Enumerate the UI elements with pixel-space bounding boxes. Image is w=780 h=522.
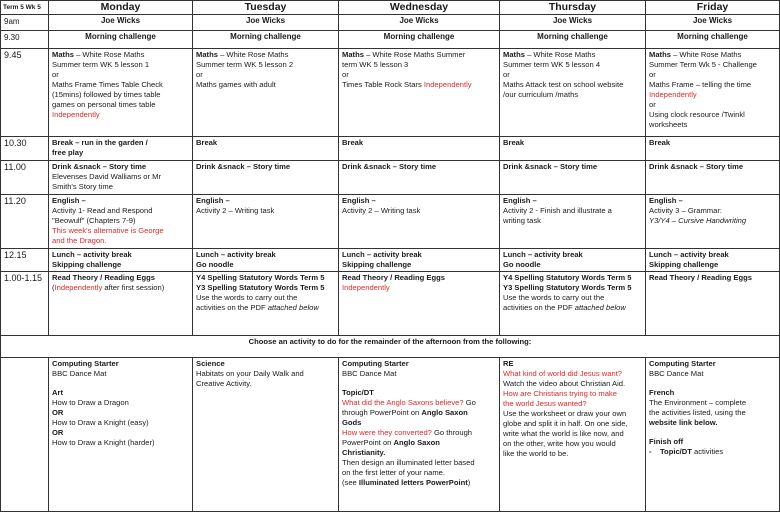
row-100 [1, 272, 780, 336]
row-1120 [1, 195, 780, 249]
day-monday: Monday [49, 1, 193, 15]
cell-tue-930: Morning challenge [193, 31, 339, 49]
cell-wed-930: Morning challenge [339, 31, 500, 49]
cell-wed-1100: Drink &snack – Story time [339, 161, 500, 195]
cell-wed-1030: Break [339, 137, 500, 161]
cell-mon-1215: Lunch – activity break Skipping challenge [49, 249, 193, 272]
time-cell: 10.30 [1, 137, 49, 161]
cell-tue-1215: Lunch – activity break Go noodle [193, 249, 339, 272]
time-cell: 9.45 [1, 49, 49, 137]
cell-mon-930: Morning challenge [49, 31, 193, 49]
cell-mon-afternoon: Computing Starter BBC Dance Mat Art How to Draw a Dragon OR How to Draw a Knight (easy) OR How to Draw a Knight (harder) [49, 358, 193, 512]
row-9am [1, 15, 780, 31]
row-945 [1, 49, 780, 137]
time-cell: 11.00 [1, 161, 49, 195]
cell-wed-1120: English – Activity 2 – Writing task [339, 195, 500, 249]
cell-wed-100: Read Theory / Reading Eggs Independently [339, 272, 500, 336]
cell-mon-945: Maths – White Rose Maths Summer term WK 5 lesson 1 or Maths Frame Times Table Check (15mins) followed by times table games on personal times table Independently [49, 49, 193, 137]
day-tuesday: Tuesday [193, 1, 339, 15]
cell-fri-930: Morning challenge [646, 31, 780, 49]
cell-thu-945: Maths – White Rose Maths Summer term WK 5 lesson 4 or Maths Attack test on school website /our curriculum /maths [500, 49, 646, 137]
cell-thu-100: Y4 Spelling Statutory Words Term 5 Y3 Spelling Statutory Words Term 5 Use the words to carry out the activities on the PDF attached below [500, 272, 646, 336]
time-cell: 11.20 [1, 195, 49, 249]
cell-thu-afternoon: RE What kind of world did Jesus want? Watch the video about Christian Aid. How are Christians trying to make the world Jesus wanted? Use the worksheet or draw your own globe and split it in half. On one side, write what the world is like now, and on the other, write how you would like the world to be. [500, 358, 646, 512]
time-cell: 12.15 [1, 249, 49, 272]
cell-mon-1120: English – Activity 1- Read and Respond "Beowulf" (Chapters 7-9) This week's alternative is George and the Dragon. [49, 195, 193, 249]
row-1100 [1, 161, 780, 195]
row-1030 [1, 137, 780, 161]
cell-fri-1215: Lunch – activity break Skipping challenge [646, 249, 780, 272]
term-week-label: Term 5 Wk 5 [1, 1, 49, 15]
cell-tue-100: Y4 Spelling Statutory Words Term 5 Y3 Spelling Statutory Words Term 5 Use the words to carry out the activities on the PDF attached below [193, 272, 339, 336]
cell-tue-afternoon: Science Habitats on your Daily Walk and Creative Activity. [193, 358, 339, 512]
day-thursday: Thursday [500, 1, 646, 15]
cell-thu-1215: Lunch – activity break Go noodle [500, 249, 646, 272]
time-cell: 1.00-1.15 [1, 272, 49, 336]
cell-thu-1030: Break [500, 137, 646, 161]
cell-wed-1215: Lunch – activity break Skipping challenge [339, 249, 500, 272]
cell-fri-afternoon: Computing Starter BBC Dance Mat French The Environment – complete the activities listed, using the website link below. Finish off - Topic/DT activities [646, 358, 780, 512]
cell-wed-945: Maths – White Rose Maths Summer term WK 5 lesson 3 or Times Table Rock Stars Independently [339, 49, 500, 137]
cell-tue-1030: Break [193, 137, 339, 161]
row-1215 [1, 249, 780, 272]
cell-mon-1100: Drink &snack – Story time Elevenses David Walliams or Mr Smith's Story time [49, 161, 193, 195]
afternoon-banner: Choose an activity to do for the remainder of the afternoon from the following: [1, 336, 780, 358]
cell-fri-9am: Joe Wicks [646, 15, 780, 31]
cell-thu-1100: Drink &snack – Story time [500, 161, 646, 195]
cell-wed-afternoon: Computing Starter BBC Dance Mat Topic/DT What did the Anglo Saxons believe? Go through PowerPoint on Anglo Saxon Gods How were they converted? Go through PowerPoint on Anglo Saxon Christianity. Then design an illuminated letter based on the first letter of your name. (see Illuminated letters PowerPoint) [339, 358, 500, 512]
cell-fri-945: Maths – White Rose Maths Summer Term Wk 5 - Challenge or Maths Frame – telling the time Independently or Using clock resource /Twinkl worksheets [646, 49, 780, 137]
time-cell: 9am [1, 15, 49, 31]
cell-mon-1030: Break – run in the garden / free play [49, 137, 193, 161]
cell-thu-1120: English – Activity 2 - Finish and illustrate a writing task [500, 195, 646, 249]
cell-mon-100: Read Theory / Reading Eggs (Independently after first session) [49, 272, 193, 336]
cell-tue-9am: Joe Wicks [193, 15, 339, 31]
row-afternoon [1, 358, 780, 512]
time-cell-empty [1, 358, 49, 512]
time-cell: 9.30 [1, 31, 49, 49]
cell-wed-9am: Joe Wicks [339, 15, 500, 31]
row-930 [1, 31, 780, 49]
cell-thu-930: Morning challenge [500, 31, 646, 49]
cell-thu-9am: Joe Wicks [500, 15, 646, 31]
day-friday: Friday [646, 1, 780, 15]
header-row [1, 1, 780, 15]
cell-fri-1100: Drink &snack – Story time [646, 161, 780, 195]
cell-mon-9am: Joe Wicks [49, 15, 193, 31]
cell-fri-1030: Break [646, 137, 780, 161]
cell-fri-1120: English – Activity 3 – Grammar: Y3/Y4 – Cursive Handwriting [646, 195, 780, 249]
row-banner [1, 336, 780, 358]
cell-tue-1120: English – Activity 2 – Writing task [193, 195, 339, 249]
day-wednesday: Wednesday [339, 1, 500, 15]
cell-fri-100: Read Theory / Reading Eggs [646, 272, 780, 336]
cell-tue-1100: Drink &snack – Story time [193, 161, 339, 195]
cell-tue-945: Maths – White Rose Maths Summer term WK 5 lesson 2 or Maths games with adult [193, 49, 339, 137]
